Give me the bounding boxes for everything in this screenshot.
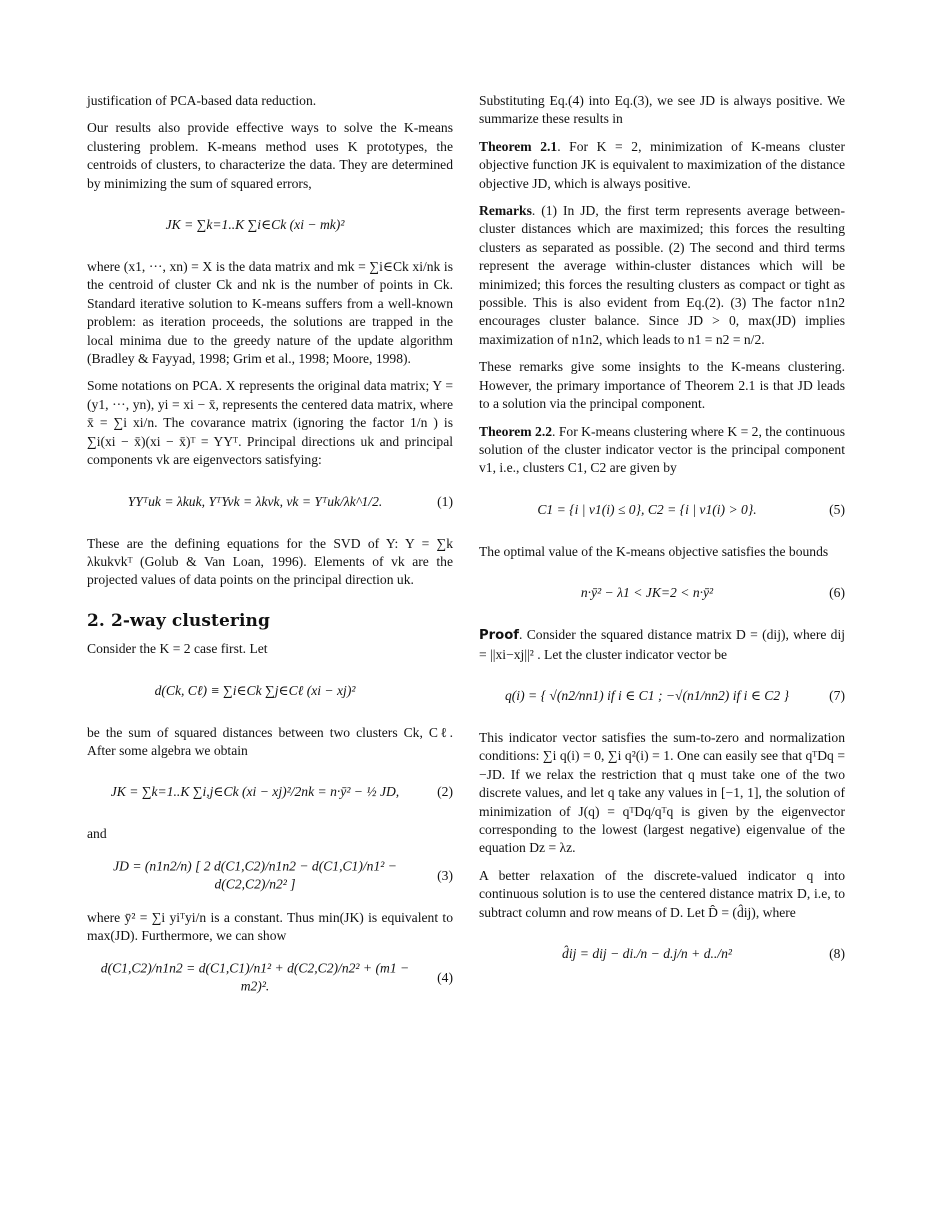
paragraph: be the sum of squared distances between two clusters Ck, Cℓ. After some algebra we obtain bbox=[87, 724, 453, 758]
paragraph: This indicator vector satisfies the sum-to-zero and normalization conditions: ∑i q(i) = 0, ∑i q²(i) = 1. One can easily see that qᵀDq = −JD. If we relax the restriction that q must take one of the two discrete values, and let q take any values in [−1, 1], the solution of minimization of J(q) = qᵀDq/qᵀq is given by the eigenvector corresponding to the lowest (largest negative) eigenvalue of the equation Dz = λz. bbox=[479, 729, 845, 856]
equation-number: (4) bbox=[437, 969, 453, 985]
equation-number: (1) bbox=[437, 493, 453, 509]
paragraph: The optimal value of the K-means objective satisfies the bounds bbox=[479, 543, 829, 559]
equation-number: (5) bbox=[829, 501, 845, 517]
equation-number: (8) bbox=[829, 945, 845, 961]
equation-7: q(i) = { √(n2/nn1) if i ∈ C1 ; −√(n1/nn2) if i ∈ C2 } (7) bbox=[479, 673, 845, 719]
paragraph: These remarks give some insights to the K-means clustering. However, the primary importance of Theorem 2.1 is that JD leads to a solution via the principal component. bbox=[479, 359, 845, 412]
equation-d: d(Ck, Cℓ) ≡ ∑i∈Ck ∑j∈Cℓ (xi − xj)² bbox=[154, 682, 356, 698]
paragraph: Consider the K = 2 case first. Let bbox=[87, 641, 268, 657]
proof-label: Proof bbox=[479, 628, 520, 644]
proof: Proof. Consider the squared distance matrix D = (dij), where dij = ||xi−xj||² . Let the cluster indicator vector be bbox=[479, 627, 845, 662]
remarks: Remarks. (1) In JD, the first term represents average between-cluster distances which are maximized; this forces the resulting clusters as separated as possible. (2) The second and third terms represent the average within-cluster distances which will be minimized; this forces the resulting clusters as compact or tight as possible. This is also evident from Eq.(2). (3) The factor n1n2 encourages cluster balance. Since JD > 0, max(JD) implies maximization of n1n2, which leads to n1 = n2 = n/2. bbox=[479, 203, 845, 347]
equation-jk: JK = ∑k=1..K ∑i∈Ck (xi − mk)² bbox=[165, 216, 345, 232]
right-column bbox=[479, 92, 845, 987]
equation-number: (3) bbox=[437, 867, 453, 883]
equation-6: n·ȳ² − λ1 < JK=2 < n·ȳ² (6) bbox=[479, 570, 845, 616]
equation-number: (7) bbox=[829, 687, 845, 703]
theorem-label: Theorem 2.2 bbox=[479, 423, 553, 439]
paragraph: Some notations on PCA. X represents the original data matrix; Y = (y1, ···, yn), yi = xi − x̄, represents the centered data matrix, where x̄ = ∑i xi/n. The covarance matrix (ignoring the factor 1/n ) is ∑i(xi − x̄)(xi − x̄)ᵀ = YYᵀ. Principal directions uk and principal components vk are eigenvectors satisfying: bbox=[87, 378, 453, 468]
paragraph: Substituting Eq.(4) into Eq.(3), we see JD is always positive. We summarize these results in bbox=[479, 93, 845, 127]
paragraph: where (x1, ···, xn) = X is the data matrix and mk = ∑i∈Ck xi/nk is the centroid of cluster Ck and nk is the number of points in Ck. Standard iterative solution to K-means suffers from a well-known problem: as iteration proceeds, the solutions are trapped in the local minima due to the greedy nature of the update algorithm (Bradley & Fayyad, 1998; Grim et al., 1998; Moore, 1998). bbox=[87, 259, 453, 367]
paragraph: A better relaxation of the discrete-valued indicator q into continuous solution is to use the centered distance matrix D, i.e, to subtract column and row means of D. Let D̂ = (d̂ij), where bbox=[479, 867, 845, 920]
paragraph: justification of PCA-based data reduction. bbox=[87, 93, 317, 108]
paragraph: and bbox=[87, 826, 107, 842]
theorem-label: Theorem 2.1 bbox=[479, 138, 558, 154]
left-column bbox=[87, 92, 453, 1011]
equation-3: JD = (n1n2/n) [ 2 d(C1,C2)/n1n2 − d(C1,C1)/n1² − d(C2,C2)/n2² ] (3) bbox=[113, 858, 453, 892]
theorem-2-1: Theorem 2.1. For K = 2, minimization of K-means cluster objective function JK is equivalent to maximization of the distance objective JD, which is always positive. bbox=[479, 138, 845, 191]
theorem-2-2: Theorem 2.2. For K-means clustering where K = 2, the continuous solution of the cluster indicator vector is the principal component v1, i.e., clusters C1, C2 are given by bbox=[479, 423, 845, 476]
remarks-label: Remarks bbox=[479, 203, 532, 219]
paragraph: where ȳ² = ∑i yiᵀyi/n is a constant. Thus min(JK) is equivalent to max(JD). Furthermore, we can show bbox=[87, 909, 453, 944]
equation-4: d(C1,C2)/n1n2 = d(C1,C1)/n1² + d(C2,C2)/n2² + (m1 − m2)². (4) bbox=[100, 960, 453, 994]
section-title: 2. 2-way clustering bbox=[87, 610, 270, 631]
paragraph: These are the defining equations for the SVD of Y: Y = ∑k λkukvkᵀ (Golub & Van Loan, 1996). Elements of vk are the projected values of data points on the principal direction uk. bbox=[87, 535, 453, 588]
paragraph: Our results also provide effective ways to solve the K-means clustering problem. K-means method uses K prototypes, the centroids of clusters, to characterize the data. They are determined by minimizing the sum of squared errors, bbox=[87, 120, 453, 191]
equation-8: d̂ij = dij − di./n − d.j/n + d../n² (8) bbox=[479, 931, 845, 977]
equation-2: JK = ∑k=1..K ∑i,j∈Ck (xi − xj)²/2nk = n·ȳ² − ½ JD, (2) bbox=[87, 769, 453, 815]
equation-number: (2) bbox=[437, 784, 453, 800]
equation-5: C1 = {i | v1(i) ≤ 0}, C2 = {i | v1(i) > 0}. (5) bbox=[479, 487, 845, 533]
equation-1: YYᵀuk = λkuk, YᵀYvk = λkvk, vk = Yᵀuk/λk^1/2. (1) bbox=[87, 479, 453, 525]
equation-number: (6) bbox=[829, 584, 845, 600]
